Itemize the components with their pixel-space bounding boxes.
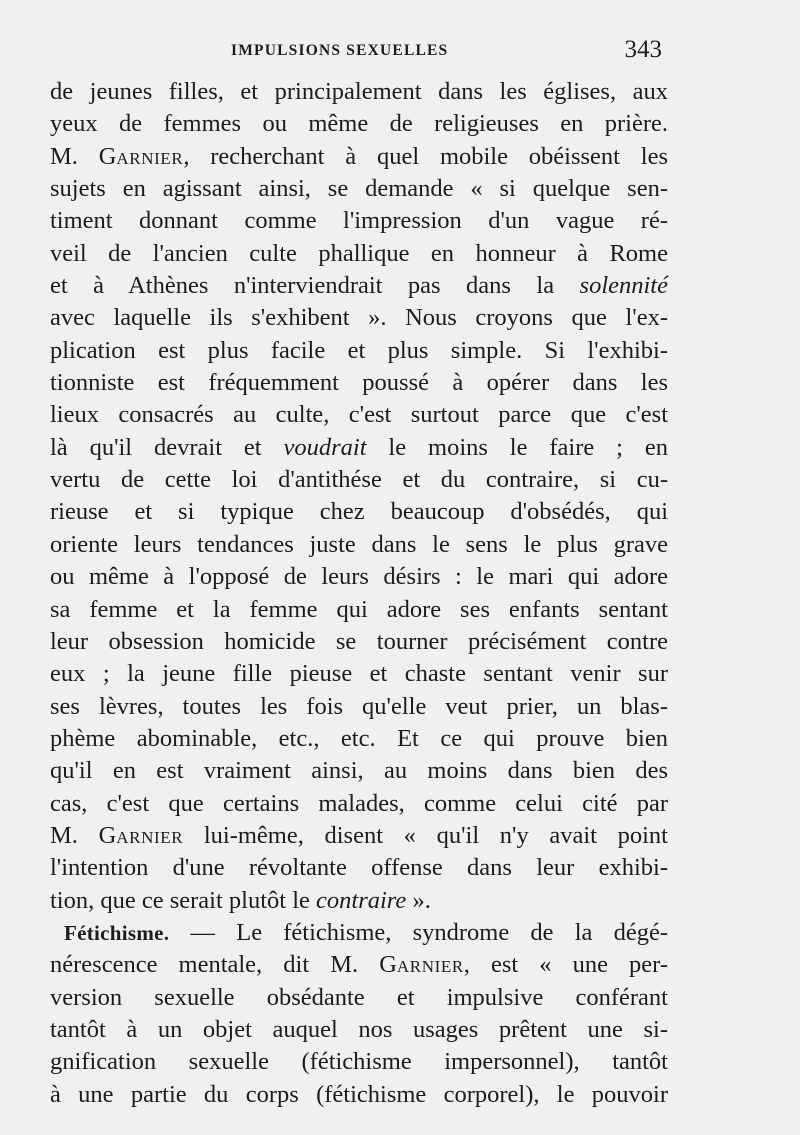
running-header bbox=[50, 38, 662, 68]
text-line: nérescence mentale, dit M. GARNIER, est « une per- bbox=[50, 951, 668, 979]
text-line: avec laquelle ils s'exhibent ». Nous croyons que l'ex- bbox=[50, 304, 668, 332]
text-line: qu'il en est vraiment ainsi, au moins dans bien des bbox=[50, 757, 668, 785]
text-line: de jeunes filles, et principalement dans les églises, aux bbox=[50, 78, 668, 105]
text-line: tionniste est fréquemment poussé à opérer dans les bbox=[50, 369, 668, 397]
author-name: G bbox=[379, 951, 397, 979]
text-line: ses lèvres, toutes les fois qu'elle veut prier, un blas- bbox=[50, 692, 668, 720]
text-line: version sexuelle obsédante et impulsive conférant bbox=[50, 983, 668, 1011]
text-line: tantôt à un objet auquel nos usages prêtent une si- bbox=[50, 1015, 668, 1043]
text-line: à une partie du corps (fétichisme corporel), le pouvoir bbox=[50, 1080, 668, 1108]
text-line: veil de l'ancien culte phallique en honneur à Rome bbox=[50, 239, 668, 267]
text-line: Fétichisme. — Le fétichisme, syndrome de la dégé- bbox=[64, 918, 668, 946]
author-name: G bbox=[98, 142, 117, 170]
text-line: phème abominable, etc., etc. Et ce qui prouve bien bbox=[50, 724, 668, 752]
section-heading: Fétichisme. bbox=[64, 920, 170, 945]
text-line: lieux consacrés au culte, c'est surtout parce que c'est bbox=[50, 401, 668, 429]
italic-word: contraire bbox=[316, 886, 407, 914]
text-line: là qu'il devrait et voudrait le moins le faire ; en bbox=[50, 433, 668, 461]
text-line: rieuse et si typique chez beaucoup d'obsédés, qui bbox=[50, 498, 668, 526]
text-line: leur obsession homicide se tourner précisément contre bbox=[50, 627, 668, 655]
text-line: eux ; la jeune fille pieuse et chaste sentant venir sur bbox=[50, 660, 668, 688]
page-number: 343 bbox=[624, 36, 662, 63]
text-line: l'intention d'une révoltante offense dans leur exhibi- bbox=[50, 854, 668, 882]
text-line: gnification sexuelle (fétichisme impersonnel), tantôt bbox=[50, 1048, 668, 1076]
text-line: cas, c'est que certains malades, comme celui cité par bbox=[50, 789, 668, 817]
text-line: tion, que ce serait plutôt le contraire ». bbox=[50, 886, 431, 914]
italic-word: solennité bbox=[579, 272, 668, 300]
text-line: et à Athènes n'interviendrait pas dans la solennité bbox=[50, 272, 668, 300]
text-line: vertu de cette loi d'antithése et du contraire, si cu- bbox=[50, 466, 668, 494]
text-line: plication est plus facile et plus simple. Si l'exhibi- bbox=[50, 336, 668, 364]
text-line: sa femme et la femme qui adore ses enfants sentant bbox=[50, 595, 668, 623]
text-line: sujets en agissant ainsi, se demande « si quelque sen- bbox=[50, 175, 668, 203]
author-name: G bbox=[98, 821, 117, 849]
text-line: timent donnant comme l'impression d'un vague ré- bbox=[50, 207, 668, 235]
text-line: yeux de femmes ou même de religieuses en prière. bbox=[50, 110, 668, 138]
text-line: ou même à l'opposé de leurs désirs : le mari qui adore bbox=[50, 563, 668, 591]
italic-word: voudrait bbox=[283, 433, 367, 461]
text-line: oriente leurs tendances juste dans le sens le plus grave bbox=[50, 530, 668, 558]
running-head: IMPULSIONS SEXUELLES bbox=[231, 42, 449, 59]
text-line: M. GARNIER, recherchant à quel mobile obéissent les bbox=[50, 142, 668, 170]
page-body bbox=[50, 76, 668, 1111]
text-line: M. GARNIER lui-même, disent « qu'il n'y avait point bbox=[50, 821, 668, 849]
